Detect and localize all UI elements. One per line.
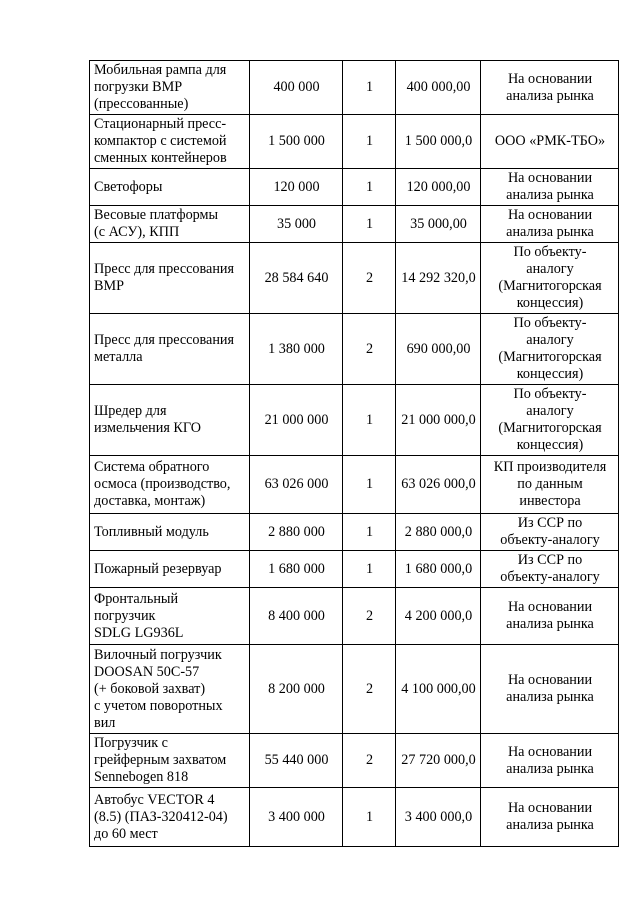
quantity-cell: 2 bbox=[343, 588, 396, 645]
unit-price-cell: 120 000 bbox=[250, 169, 343, 206]
price-source-line: (Магнитогорская bbox=[498, 349, 602, 365]
price-source-line: анализа рынка bbox=[506, 87, 594, 104]
total-cost-cell: 120 000,00 bbox=[396, 169, 481, 206]
item-name-line: Топливный модуль bbox=[94, 523, 209, 540]
item-name-line: погрузки ВМР bbox=[94, 79, 183, 95]
unit-price-cell: 21 000 000 bbox=[250, 385, 343, 456]
item-name-cell bbox=[90, 314, 250, 385]
price-source-line: (Магнитогорская bbox=[498, 278, 602, 294]
price-source-cell bbox=[481, 385, 619, 456]
item-name-cell bbox=[90, 456, 250, 514]
item-name-line: Sennebogen 818 bbox=[94, 769, 189, 785]
item-name-line: Погрузчик с bbox=[94, 735, 168, 751]
table-row bbox=[90, 514, 619, 551]
item-name-line: Стационарный пресс- bbox=[94, 116, 227, 132]
price-source-line: инвестора bbox=[519, 493, 581, 509]
price-source-line: На основании bbox=[507, 672, 593, 688]
price-source-line: (Магнитогорская bbox=[498, 420, 602, 436]
item-name-line: компактор с системой bbox=[94, 133, 227, 149]
unit-price-cell: 63 026 000 bbox=[250, 456, 343, 514]
item-name-cell bbox=[90, 734, 250, 788]
table-body bbox=[90, 61, 619, 847]
unit-price-cell: 3 400 000 bbox=[250, 788, 343, 847]
quantity-cell: 2 bbox=[343, 645, 396, 734]
item-name-cell bbox=[90, 788, 250, 847]
price-source-cell bbox=[481, 115, 619, 169]
item-name-line: измельчения КГО bbox=[94, 420, 201, 436]
price-source-cell bbox=[481, 551, 619, 588]
quantity-cell: 2 bbox=[343, 314, 396, 385]
item-name-line: (8.5) (ПАЗ-320412-04) bbox=[94, 808, 228, 825]
price-source-cell bbox=[481, 645, 619, 734]
item-name-line: Шредер для bbox=[94, 403, 167, 419]
item-name-line: Автобус VECTOR 4 bbox=[94, 791, 215, 808]
price-source-line: На основании bbox=[507, 743, 593, 760]
total-cost-cell: 27 720 000,0 bbox=[396, 734, 481, 788]
table-row bbox=[90, 115, 619, 169]
item-name-line: с учетом поворотных bbox=[94, 697, 223, 714]
item-name-line: SDLG LG936L bbox=[94, 624, 184, 641]
price-source-cell bbox=[481, 588, 619, 645]
quantity-cell: 1 bbox=[343, 115, 396, 169]
unit-price-cell: 1 500 000 bbox=[250, 115, 343, 169]
item-name-line: Весовые платформы bbox=[94, 207, 219, 223]
price-source-cell bbox=[481, 314, 619, 385]
price-source-cell bbox=[481, 206, 619, 243]
price-source-line: концессия) bbox=[516, 295, 584, 311]
price-source-line: Из ССР по bbox=[517, 552, 583, 568]
item-name-cell bbox=[90, 514, 250, 551]
price-source-line: концессия) bbox=[516, 366, 584, 382]
price-source-line: По объекту- bbox=[513, 244, 587, 260]
price-source-line: По объекту- bbox=[513, 386, 587, 402]
price-source-line: анализа рынка bbox=[506, 817, 594, 833]
unit-price-cell: 8 200 000 bbox=[250, 645, 343, 734]
table-row bbox=[90, 645, 619, 734]
price-source-line: ООО «РМК-ТБО» bbox=[494, 133, 606, 149]
item-name-line: Пресс для прессования bbox=[94, 332, 235, 348]
quantity-cell: 1 bbox=[343, 788, 396, 847]
item-name-line: осмоса (производство, bbox=[94, 476, 231, 492]
quantity-cell: 1 bbox=[343, 514, 396, 551]
total-cost-cell: 4 200 000,0 bbox=[396, 588, 481, 645]
price-source-line: На основании bbox=[507, 800, 593, 816]
item-name-cell bbox=[90, 115, 250, 169]
table-row bbox=[90, 61, 619, 115]
quantity-cell: 2 bbox=[343, 243, 396, 314]
item-name-line: доставка, монтаж) bbox=[94, 493, 206, 509]
quantity-cell: 1 bbox=[343, 169, 396, 206]
table-row bbox=[90, 734, 619, 788]
item-name-cell bbox=[90, 169, 250, 206]
price-source-line: аналогу bbox=[526, 332, 574, 348]
price-source-line: На основании bbox=[507, 170, 593, 186]
item-name-line: до 60 мест bbox=[94, 825, 158, 842]
unit-price-cell: 28 584 640 bbox=[250, 243, 343, 314]
item-name-line: вил bbox=[94, 714, 116, 731]
price-source-line: концессия) bbox=[516, 437, 584, 453]
equipment-cost-table bbox=[89, 60, 619, 847]
quantity-cell: 1 bbox=[343, 385, 396, 456]
price-source-cell bbox=[481, 788, 619, 847]
table-row bbox=[90, 169, 619, 206]
price-source-line: По объекту- bbox=[513, 315, 587, 331]
unit-price-cell: 2 880 000 bbox=[250, 514, 343, 551]
price-source-cell bbox=[481, 61, 619, 115]
item-name-cell bbox=[90, 588, 250, 645]
item-name-line: Мобильная рампа для bbox=[94, 62, 227, 78]
item-name-line: Вилочный погрузчик bbox=[94, 646, 222, 663]
table-row bbox=[90, 385, 619, 456]
price-source-cell bbox=[481, 456, 619, 514]
total-cost-cell: 1 500 000,0 bbox=[396, 115, 481, 169]
price-source-line: На основании bbox=[507, 599, 593, 615]
unit-price-cell: 400 000 bbox=[250, 61, 343, 115]
item-name-line: DOOSAN 50C-57 bbox=[94, 663, 200, 680]
item-name-line: ВМР bbox=[94, 278, 124, 294]
price-source-line: анализа рынка bbox=[506, 760, 594, 777]
unit-price-cell: 1 680 000 bbox=[250, 551, 343, 588]
table-row bbox=[90, 206, 619, 243]
price-source-cell bbox=[481, 734, 619, 788]
item-name-cell bbox=[90, 385, 250, 456]
price-source-line: На основании bbox=[507, 70, 593, 87]
quantity-cell: 1 bbox=[343, 206, 396, 243]
price-source-line: КП производителя bbox=[493, 459, 607, 475]
unit-price-cell: 55 440 000 bbox=[250, 734, 343, 788]
item-name-line: сменных контейнеров bbox=[94, 150, 227, 166]
total-cost-cell: 690 000,00 bbox=[396, 314, 481, 385]
price-source-line: объекту-аналогу bbox=[500, 532, 600, 548]
price-source-line: аналогу bbox=[526, 403, 574, 419]
price-source-line: анализа рынка bbox=[506, 224, 594, 240]
item-name-line: Пожарный резервуар bbox=[94, 560, 222, 577]
item-name-cell bbox=[90, 61, 250, 115]
price-source-line: аналогу bbox=[526, 261, 574, 277]
total-cost-cell: 4 100 000,00 bbox=[396, 645, 481, 734]
total-cost-cell: 3 400 000,0 bbox=[396, 788, 481, 847]
item-name-line: (прессованные) bbox=[94, 96, 189, 112]
item-name-line: Светофоры bbox=[94, 178, 163, 195]
total-cost-cell: 14 292 320,0 bbox=[396, 243, 481, 314]
table-row bbox=[90, 314, 619, 385]
price-source-line: анализа рынка bbox=[506, 187, 594, 203]
item-name-cell bbox=[90, 243, 250, 314]
item-name-line: Система обратного bbox=[94, 459, 210, 475]
item-name-line: (+ боковой захват) bbox=[94, 680, 206, 697]
table-row bbox=[90, 456, 619, 514]
price-source-cell bbox=[481, 243, 619, 314]
price-source-line: На основании bbox=[507, 207, 593, 223]
item-name-cell bbox=[90, 551, 250, 588]
price-source-line: Из ССР по bbox=[517, 515, 583, 531]
item-name-line: Пресс для прессования bbox=[94, 261, 235, 277]
item-name-line: грейферным захватом bbox=[94, 752, 227, 768]
table-row bbox=[90, 243, 619, 314]
item-name-line: погрузчик bbox=[94, 607, 156, 624]
price-source-line: объекту-аналогу bbox=[500, 569, 600, 585]
table-row bbox=[90, 588, 619, 645]
item-name-cell bbox=[90, 206, 250, 243]
unit-price-cell: 8 400 000 bbox=[250, 588, 343, 645]
price-source-line: анализа рынка bbox=[506, 689, 594, 705]
quantity-cell: 2 bbox=[343, 734, 396, 788]
total-cost-cell: 35 000,00 bbox=[396, 206, 481, 243]
total-cost-cell: 400 000,00 bbox=[396, 61, 481, 115]
unit-price-cell: 1 380 000 bbox=[250, 314, 343, 385]
quantity-cell: 1 bbox=[343, 61, 396, 115]
total-cost-cell: 63 026 000,0 bbox=[396, 456, 481, 514]
unit-price-cell: 35 000 bbox=[250, 206, 343, 243]
table-row bbox=[90, 551, 619, 588]
item-name-line: Фронтальный bbox=[94, 590, 179, 607]
table-row bbox=[90, 788, 619, 847]
item-name-line: (с АСУ), КПП bbox=[94, 224, 180, 240]
quantity-cell: 1 bbox=[343, 551, 396, 588]
price-source-line: по данным bbox=[517, 476, 583, 492]
price-source-cell bbox=[481, 514, 619, 551]
item-name-line: металла bbox=[94, 349, 143, 365]
item-name-cell bbox=[90, 645, 250, 734]
total-cost-cell: 21 000 000,0 bbox=[396, 385, 481, 456]
price-source-cell bbox=[481, 169, 619, 206]
total-cost-cell: 2 880 000,0 bbox=[396, 514, 481, 551]
total-cost-cell: 1 680 000,0 bbox=[396, 551, 481, 588]
quantity-cell: 1 bbox=[343, 456, 396, 514]
price-source-line: анализа рынка bbox=[506, 616, 594, 632]
